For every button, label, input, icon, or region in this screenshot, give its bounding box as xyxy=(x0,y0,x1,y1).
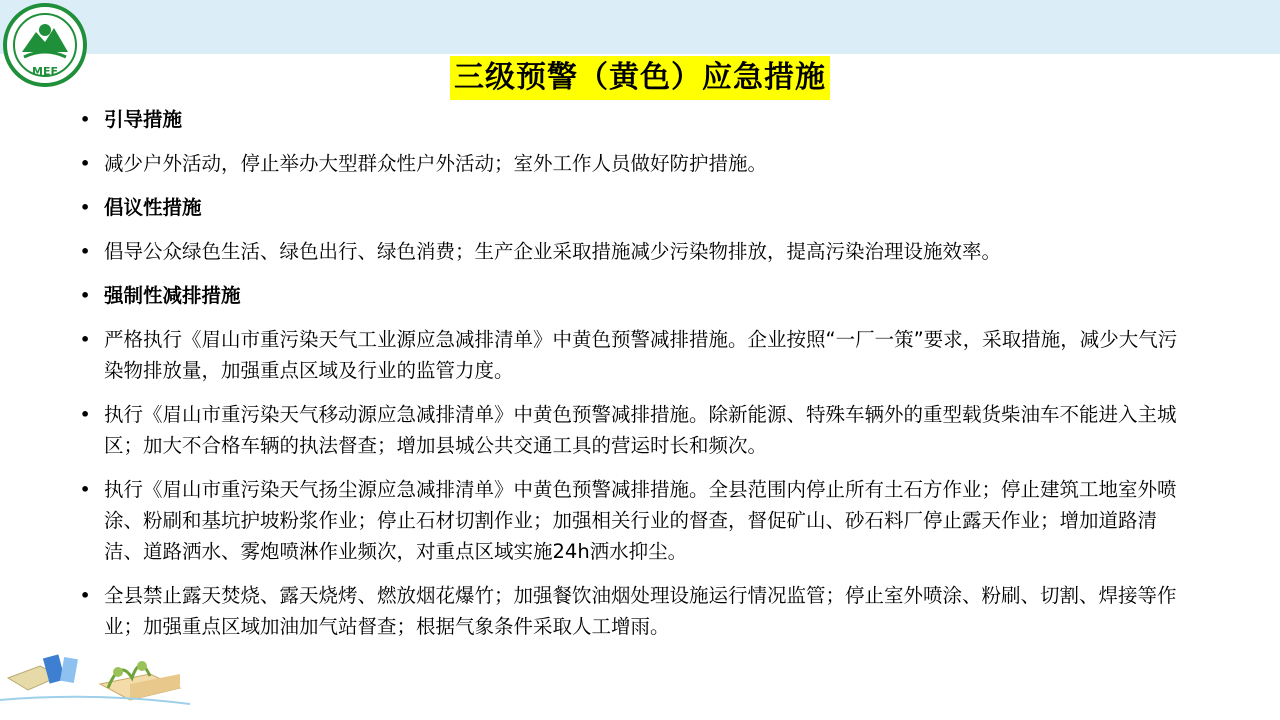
section-heading-text: 倡议性措施 xyxy=(104,196,202,219)
measure-text: 全县禁止露天焚烧、露天烧烤、燃放烟花爆竹；加强餐饮油烟处理设施运行情况监管；停止室外喷涂、粉刷、切割、焊接等作业；加强重点区域加油加气站督查；根据气象条件采取人工增雨。 xyxy=(104,584,1177,638)
top-banner xyxy=(0,0,1280,54)
logo-text: MEE xyxy=(32,65,58,78)
measure-text: 执行《眉山市重污染天气移动源应急减排清单》中黄色预警减排措施。除新能源、特殊车辆外的重型载货柴油车不能进入主城区；加大不合格车辆的执法督查；增加县城公共交通工具的营运时长和频次。 xyxy=(104,403,1177,457)
measure-item xyxy=(80,148,1190,179)
section-heading xyxy=(80,104,1190,135)
measure-text: 执行《眉山市重污染天气扬尘源应急减排清单》中黄色预警减排措施。全县范围内停止所有土石方作业；停止建筑工地室外喷涂、粉刷和基坑护坡粉浆作业；停止石材切割作业；加强相关行业的督查，督促矿山、砂石料厂停止露天作业；增加道路清洁、道路洒水、雾炮喷淋作业频次，对重点区域实施24h洒水抑尘。 xyxy=(104,478,1177,563)
bullet-icon: • xyxy=(80,330,91,349)
bullet-icon: • xyxy=(80,586,91,605)
section-heading-text: 强制性减排措施 xyxy=(104,284,241,307)
section-heading xyxy=(80,192,1190,223)
bullet-icon: • xyxy=(80,480,91,499)
measure-item xyxy=(80,580,1190,642)
measure-item xyxy=(80,236,1190,267)
bullet-icon: • xyxy=(80,110,91,129)
measure-list xyxy=(80,104,1190,655)
measure-item xyxy=(80,399,1190,461)
bullet-icon: • xyxy=(80,405,91,424)
measure-text: 严格执行《眉山市重污染天气工业源应急减排清单》中黄色预警减排措施。企业按照“一厂一策”要求，采取措施，减少大气污染物排放量，加强重点区域及行业的监管力度。 xyxy=(104,328,1178,382)
bullet-icon: • xyxy=(80,198,91,217)
bullet-icon: • xyxy=(80,286,91,305)
measure-text: 减少户外活动，停止举办大型群众性户外活动；室外工作人员做好防护措施。 xyxy=(104,152,768,175)
measure-item xyxy=(80,324,1190,386)
bullet-icon: • xyxy=(80,242,91,261)
section-heading xyxy=(80,280,1190,311)
measure-text: 倡导公众绿色生活、绿色出行、绿色消费；生产企业采取措施减少污染物排放，提高污染治理设施效率。 xyxy=(104,240,1002,263)
section-heading-text: 引导措施 xyxy=(104,108,183,131)
page-title: 三级预警（黄色）应急措施 xyxy=(450,56,830,100)
bullet-icon: • xyxy=(80,154,91,173)
measure-item xyxy=(80,474,1190,567)
books-and-plant-icon xyxy=(0,648,190,708)
